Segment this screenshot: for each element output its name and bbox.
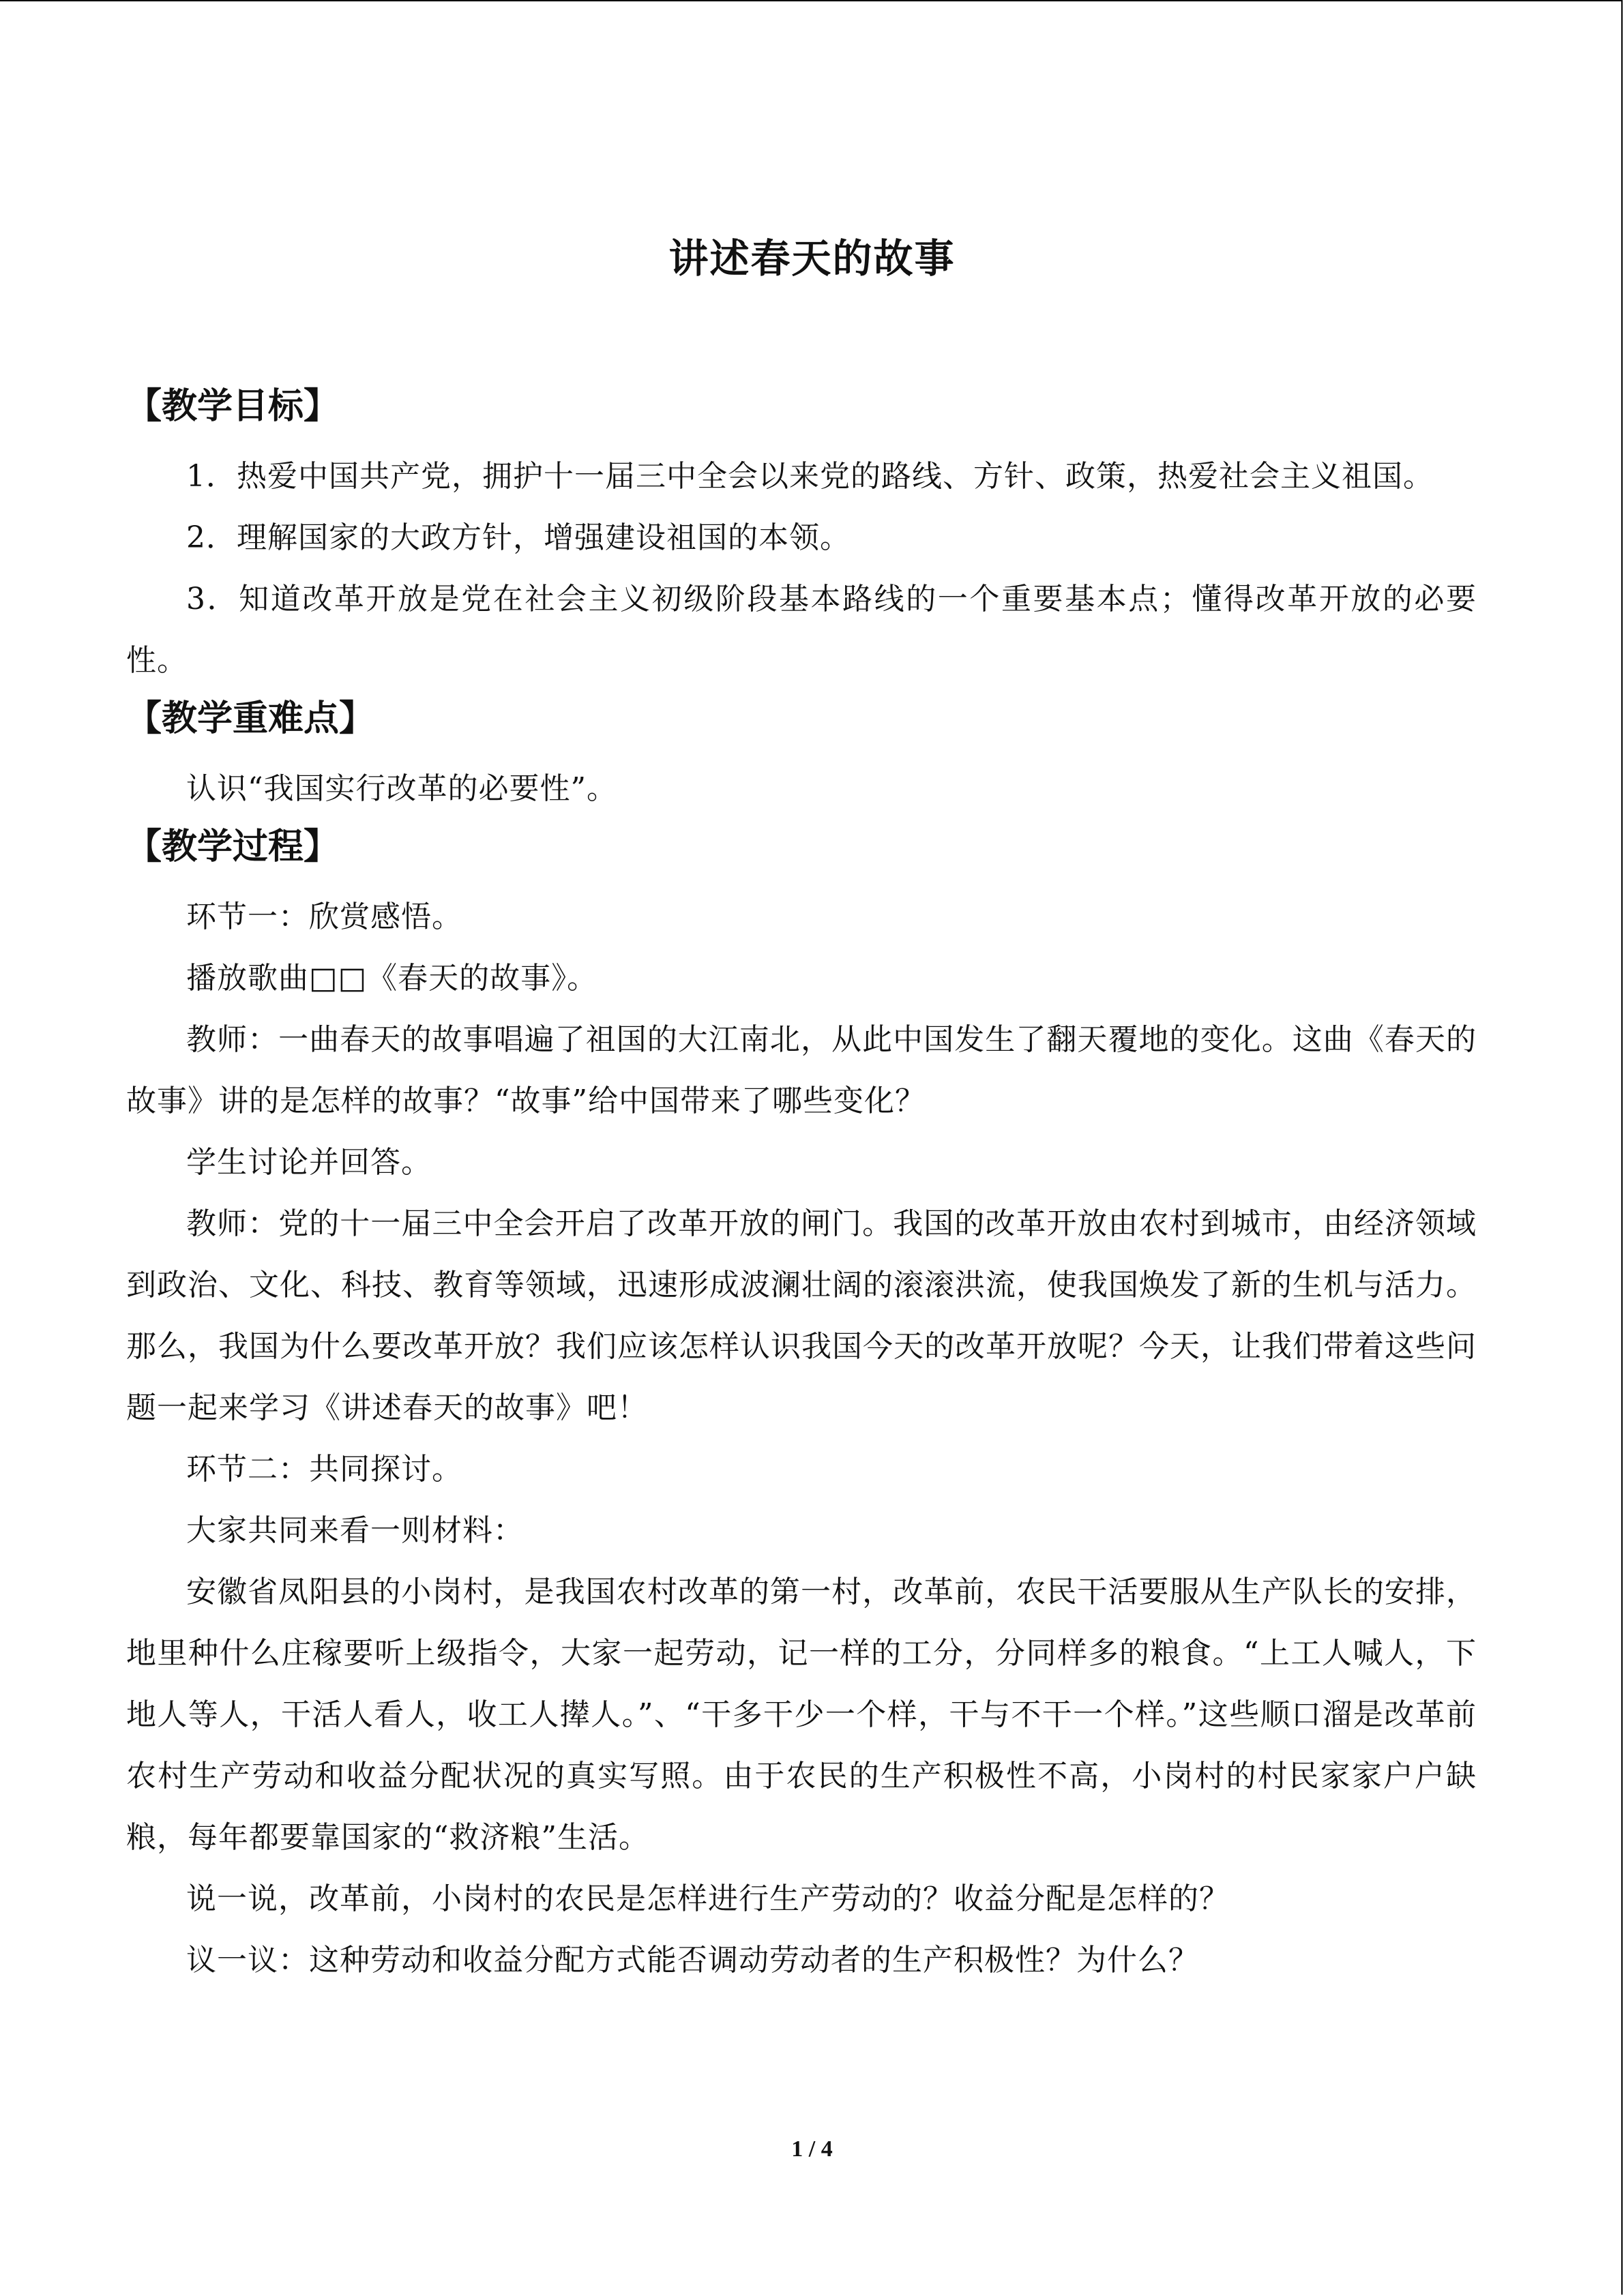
paragraph: 环节二：共同探讨。: [186, 1452, 462, 1487]
section-heading: 【教学目标】: [126, 386, 340, 427]
paragraph: 教师：一曲春天的故事唱遍了祖国的大江南北，从此中国发生了翻天覆地的变化。这曲《春天的故事》讲的是怎样的故事？“故事”给中国带来了哪些变化？: [126, 1022, 1477, 1118]
page-number: 1 / 4: [791, 2136, 833, 2162]
paragraph: 安徽省凤阳县的小岗村，是我国农村改革的第一村，改革前，农民干活要服从生产队长的安排，地里种什么庄稼要听上级指令，大家一起劳动，记一样的工分，分同样多的粮食。“上工人喊人，下地人等人，干活人看人，收工人撵人。”、“干多干少一个样，干与不干一个样。”这些顺口溜是改革前农村生产劳动和收益分配状况的真实写照。由于农民的生产积极性不高，小岗村的村民家家户户缺粮，每年都要靠国家的“救济粮”生活。: [126, 1575, 1477, 1855]
paragraph: 学生讨论并回答。: [186, 1145, 432, 1180]
paragraph: 认识“我国实行改革的必要性”。: [186, 771, 617, 806]
paragraph: 大家共同来看一则材料：: [186, 1513, 524, 1548]
document-body: [126, 382, 1477, 1991]
paragraph: 播放歌曲□□《春天的故事》。: [186, 961, 598, 996]
paragraph: 说一说，改革前，小岗村的农民是怎样进行生产劳动的？收益分配是怎样的？: [186, 1881, 1230, 1916]
paragraph: 议一议：这种劳动和收益分配方式能否调动劳动者的生产积极性？为什么？: [186, 1943, 1199, 1978]
paragraph: 3．知道改革开放是党在社会主义初级阶段基本路线的一个重要基本点；懂得改革开放的必要性。: [126, 582, 1477, 678]
paragraph: 2．理解国家的大政方针，增强建设祖国的本领。: [186, 520, 851, 555]
section-key-difficulties: [126, 694, 1477, 820]
section-heading: 【教学重难点】: [126, 698, 375, 739]
paragraph: 环节一：欣赏感悟。: [186, 899, 462, 934]
paragraph: 教师：党的十一届三中全会开启了改革开放的闸门。我国的改革开放由农村到城市，由经济领域到政治、文化、科技、教育等领域，迅速形成波澜壮阔的滚滚洪流，使我国焕发了新的生机与活力。那么，我国为什么要改革开放？我们应该怎样认识我国今天的改革开放呢？今天，让我们带着这些问题一起来学习《讲述春天的故事》吧！: [126, 1206, 1477, 1425]
section-teaching-objectives: [126, 382, 1477, 691]
document-title: 讲述春天的故事: [668, 235, 956, 282]
paragraph: 1．热爱中国共产党，拥护十一届三中全会以来党的路线、方针、政策，热爱社会主义祖国。: [186, 459, 1434, 494]
section-heading: 【教学过程】: [126, 826, 340, 867]
section-teaching-process: [126, 822, 1477, 1991]
